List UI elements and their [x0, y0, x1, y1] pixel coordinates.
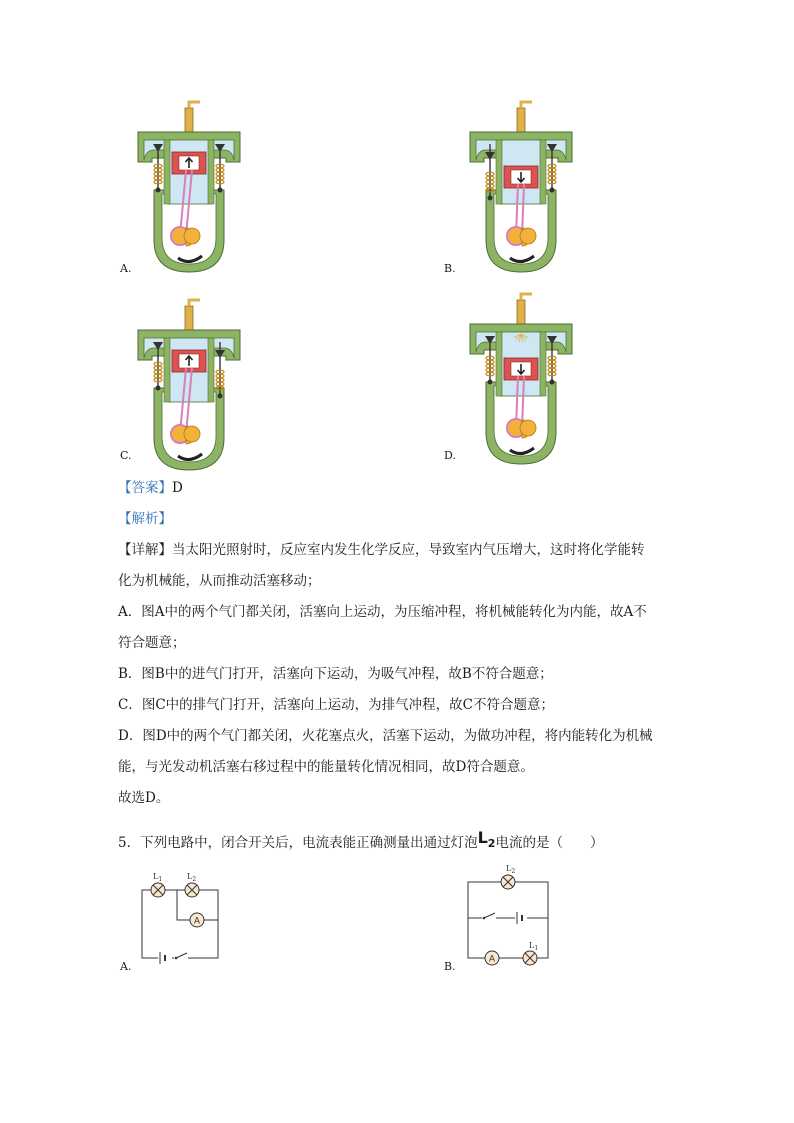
engine-figure-b — [466, 100, 576, 275]
option-d-label: D. — [444, 449, 456, 462]
question-5 — [118, 828, 604, 858]
option-a-label: A. — [120, 262, 132, 275]
engine-figure-c — [134, 298, 244, 473]
svg-text:L1: $L_1$ — [153, 872, 163, 883]
circuit-b-label: B. — [444, 960, 456, 973]
bulb-l1 — [151, 883, 165, 897]
bulb-l2 — [501, 875, 515, 889]
answer-tag: 【答案】 — [118, 480, 172, 496]
svg-text:A: A — [193, 916, 201, 927]
circuit-b — [460, 862, 560, 972]
option-text-c: C．图C中的排气门打开，活塞向上运动，为排气冲程，故C不符合题意； — [118, 697, 554, 713]
option-text-b: B．图B中的进气门打开，活塞向下运动，为吸气冲程，故B不符合题意； — [118, 666, 553, 682]
detail-tag: 【详解】 — [118, 542, 172, 558]
engine-figure-d — [466, 292, 576, 467]
option-c-label: C. — [120, 449, 132, 462]
conclusion: 故选D。 — [118, 790, 170, 806]
circuit-a — [130, 868, 230, 968]
ammeter — [190, 913, 204, 927]
answer-line — [118, 478, 183, 498]
svg-text:A: A — [488, 954, 496, 965]
bulb-l1 — [523, 951, 537, 965]
question-5-prefix: 5．下列电路中，闭合开关后，电流表能正确测量出通过灯泡 — [118, 835, 478, 851]
circuit-a-label: A. — [120, 960, 132, 973]
bulb-l2 — [185, 883, 199, 897]
svg-text:L2: $L_2$ — [506, 864, 516, 875]
option-b-label: B. — [444, 262, 456, 275]
option-text-a-1: A．图A中的两个气门都关闭，活塞向上运动，为压缩冲程，将机械能转化为内能，故A不 — [118, 604, 647, 620]
option-text-d-1: D．图D中的两个气门都关闭，火花塞点火，活塞下运动，为做功冲程，将内能转化为机械 — [118, 728, 653, 744]
detail-text-1: 当太阳光照射时，反应室内发生化学反应，导致室内气压增大，这时将化学能转 — [172, 542, 645, 558]
question-5-bulb: $L_2$ — [477, 828, 496, 851]
option-text-a-2: 符合题意； — [118, 635, 186, 651]
detail-line-2: 化为机械能，从而推动活塞移动； — [118, 573, 321, 589]
engine-figure-a — [134, 100, 244, 275]
answer-value: D — [172, 480, 183, 496]
ammeter — [485, 951, 499, 965]
question-5-suffix: 电流的是（ ） — [495, 835, 604, 851]
analysis-tag: 【解析】 — [118, 511, 172, 527]
svg-text:L1: $L_1$ — [529, 941, 539, 952]
analysis-line — [118, 509, 172, 529]
option-text-d-2: 能，与光发动机活塞右移过程中的能量转化情况相同，故D符合题意。 — [118, 759, 534, 775]
svg-text:L2: $L_2$ — [187, 872, 197, 883]
detail-line-1 — [118, 540, 645, 560]
